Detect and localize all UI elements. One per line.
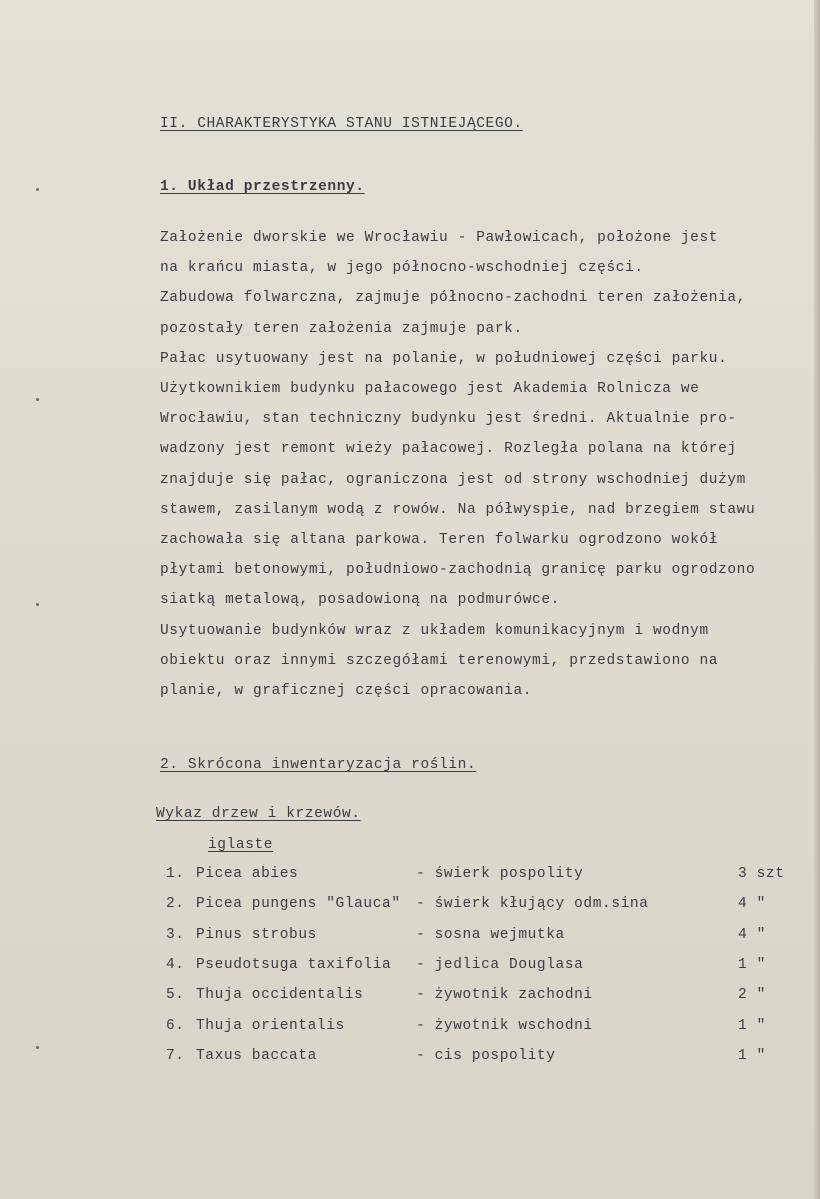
margin-mark: [36, 188, 39, 191]
page-edge: [814, 0, 820, 1199]
quantity: 1 ": [738, 1017, 766, 1034]
body-line: Użytkownikiem budynku pałacowego jest Akademia Rolnicza we: [160, 381, 700, 397]
body-line: Wrocławiu, stan techniczny budynku jest średni. Aktualnie pro-: [160, 411, 737, 428]
quantity: 1 ": [738, 1047, 766, 1064]
quantity: 4 ": [738, 926, 766, 943]
row-number: 1.: [166, 866, 185, 882]
row-number: 5.: [166, 987, 185, 1004]
quantity: 4 ": [738, 896, 766, 913]
body-line: Zabudowa folwarczna, zajmuje północno-zachodni teren założenia,: [160, 290, 746, 307]
body-line: znajduje się pałac, ograniczona jest od strony wschodniej dużym: [160, 471, 746, 488]
body-line: Pałac usytuowany jest na polanie, w południowej części parku.: [160, 350, 728, 367]
body-line: planie, w graficznej części opracowania.: [160, 683, 533, 699]
row-number: 3.: [166, 926, 185, 943]
row-number: 2.: [166, 896, 185, 913]
document-heading: II. CHARAKTERYSTYKA STANU ISTNIEJĄCEGO.: [160, 116, 523, 132]
quantity: 2 ": [738, 987, 766, 1004]
row-number: 4.: [166, 956, 185, 973]
margin-mark: [36, 398, 39, 401]
margin-mark: [36, 1046, 39, 1049]
margin-mark: [36, 603, 39, 606]
polish-name: - żywotnik zachodni: [416, 987, 593, 1004]
latin-name: Thuja occidentalis: [196, 987, 364, 1004]
latin-name: Taxus baccata: [196, 1047, 317, 1064]
quantity: 3 szt: [738, 866, 785, 882]
section2-title: 2. Skrócona inwentaryzacja roślin.: [160, 757, 477, 773]
body-line: na krańcu miasta, w jego północno-wschodniej części.: [160, 260, 644, 277]
body-line: płytami betonowymi, południowo-zachodnią granicę parku ogrodzono: [160, 562, 756, 579]
row-number: 7.: [166, 1047, 185, 1064]
polish-name: - żywotnik wschodni: [416, 1017, 593, 1034]
body-line: pozostały teren założenia zajmuje park.: [160, 320, 523, 337]
latin-name: Pseudotsuga taxifolia: [196, 956, 392, 973]
latin-name: Pinus strobus: [196, 926, 317, 943]
latin-name: Thuja orientalis: [196, 1017, 345, 1034]
body-line: Założenie dworskie we Wrocławiu - Pawłowicach, położone jest: [160, 230, 719, 246]
polish-name: - świerk pospolity: [416, 866, 584, 882]
polish-name: - cis pospolity: [416, 1047, 556, 1064]
row-number: 6.: [166, 1017, 185, 1034]
body-line: zachowała się altana parkowa. Teren folwarku ogrodzono wokół: [160, 532, 719, 548]
quantity: 1 ": [738, 956, 766, 973]
polish-name: - sosna wejmutka: [416, 926, 565, 943]
body-line: stawem, zasilanym wodą z rowów. Na półwyspie, nad brzegiem stawu: [160, 501, 756, 518]
body-line: obiektu oraz innymi szczegółami terenowymi, przedstawiono na: [160, 652, 719, 669]
latin-name: Picea pungens "Glauca": [196, 896, 401, 913]
polish-name: - świerk kłujący odm.sina: [416, 896, 649, 913]
latin-name: Picea abies: [196, 866, 299, 882]
body-line: siatką metalową, posadowioną na podmurówce.: [160, 592, 560, 609]
section1-title: 1. Układ przestrzenny.: [160, 179, 365, 195]
polish-name: - jedlica Douglasa: [416, 956, 584, 973]
body-line: wadzony jest remont wieży pałacowej. Rozległa polana na której: [160, 441, 737, 458]
section2-subtitle: Wykaz drzew i krzewów.: [156, 806, 361, 822]
body-line: Usytuowanie budynków wraz z układem komunikacyjnym i wodnym: [160, 622, 709, 639]
group-label: iglaste: [208, 837, 274, 853]
